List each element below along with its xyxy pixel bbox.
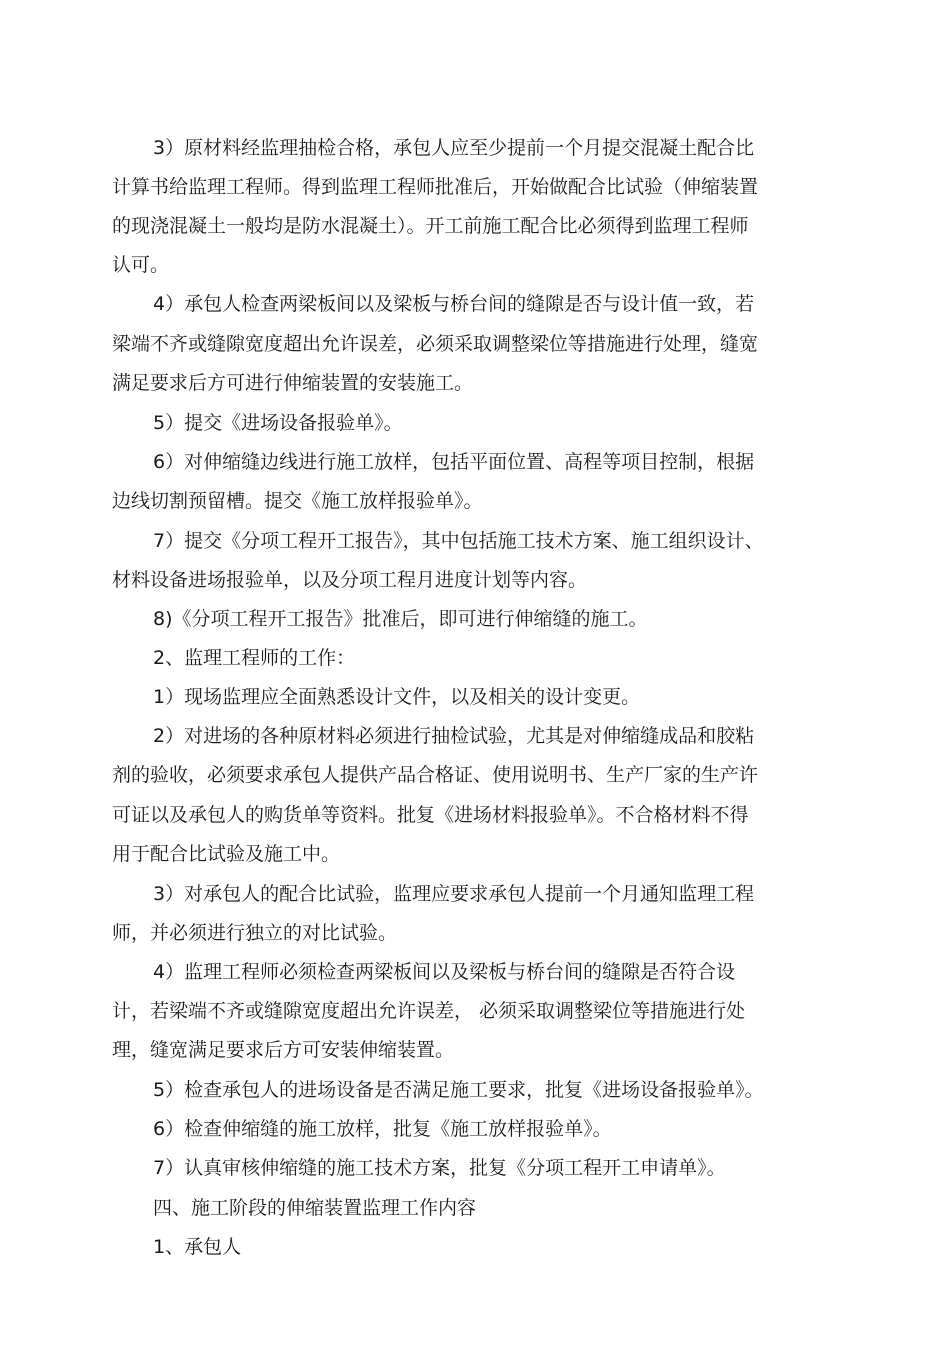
text-line: 3）原材料经监理抽检合格，承包人应至少提前一个月提交混凝土配合比 [153, 137, 755, 159]
text-line: 师，并必须进行独立的对比试验。 [112, 922, 398, 944]
text-line: 4）监理工程师必须检查两梁板间以及梁板与桥台间的缝隙是否符合设 [153, 961, 736, 983]
text-line: 梁端不齐或缝隙宽度超出允许误差，必须采取调整梁位等措施进行处理，缝宽 [112, 333, 759, 355]
text-line: 2、监理工程师的工作： [153, 647, 356, 669]
text-line: 用于配合比试验及施工中。 [112, 843, 341, 865]
text-line: 1）现场监理应全面熟悉设计文件，以及相关的设计变更。 [153, 686, 641, 708]
text-line: 可证以及承包人的购货单等资料。批复《进场材料报验单》。不合格材料不得 [112, 804, 749, 826]
text-line: 6）检查伸缩缝的施工放样，批复《施工放样报验单》。 [153, 1118, 612, 1140]
text-line: 边线切割预留槽。提交《施工放样报验单》。 [112, 490, 483, 512]
text-line: 剂的验收，必须要求承包人提供产品合格证、使用说明书、生产厂家的生产许 [112, 764, 759, 786]
text-line: 材料设备进场报验单，以及分项工程月进度计划等内容。 [112, 569, 588, 591]
text-line: 5）检查承包人的进场设备是否满足施工要求，批复《进场设备报验单》。 [153, 1079, 764, 1101]
text-line: 认可。 [112, 254, 170, 276]
text-line: 的现浇混凝土一般均是防水混凝土）。开工前施工配合比必须得到监理工程师 [112, 215, 749, 237]
subsection-heading: 1、承包人 [153, 1236, 242, 1258]
text-line: 计算书给监理工程师。得到监理工程师批准后，开始做配合比试验（伸缩装置 [112, 176, 759, 198]
text-line: 满足要求后方可进行伸缩装置的安装施工。 [112, 372, 474, 394]
text-line: 理，缝宽满足要求后方可安装伸缩装置。 [112, 1039, 455, 1061]
text-line: 8)《分项工程开工报告》批准后，即可进行伸缩缝的施工。 [153, 608, 648, 630]
section-heading: 四、施工阶段的伸缩装置监理工作内容 [153, 1197, 477, 1219]
text-line: 3）对承包人的配合比试验，监理应要求承包人提前一个月通知监理工程 [153, 883, 755, 905]
text-line: 7）认真审核伸缩缝的施工技术方案，批复《分项工程开工申请单》。 [153, 1157, 726, 1179]
text-line: 2）对进场的各种原材料必须进行抽检试验，尤其是对伸缩缝成品和胶粘 [153, 725, 755, 747]
text-line: 6）对伸缩缝边线进行施工放样，包括平面位置、高程等项目控制，根据 [153, 451, 755, 473]
text-line: 4）承包人检查两梁板间以及梁板与桥台间的缝隙是否与设计值一致，若 [153, 293, 755, 315]
text-line: 7）提交《分项工程开工报告》，其中包括施工技术方案、施工组织设计、 [153, 530, 764, 552]
text-line: 5）提交《进场设备报验单》。 [153, 412, 403, 434]
text-line: 计，若梁端不齐或缝隙宽度超出允许误差， 必须采取调整梁位等措施进行处 [112, 1000, 746, 1022]
